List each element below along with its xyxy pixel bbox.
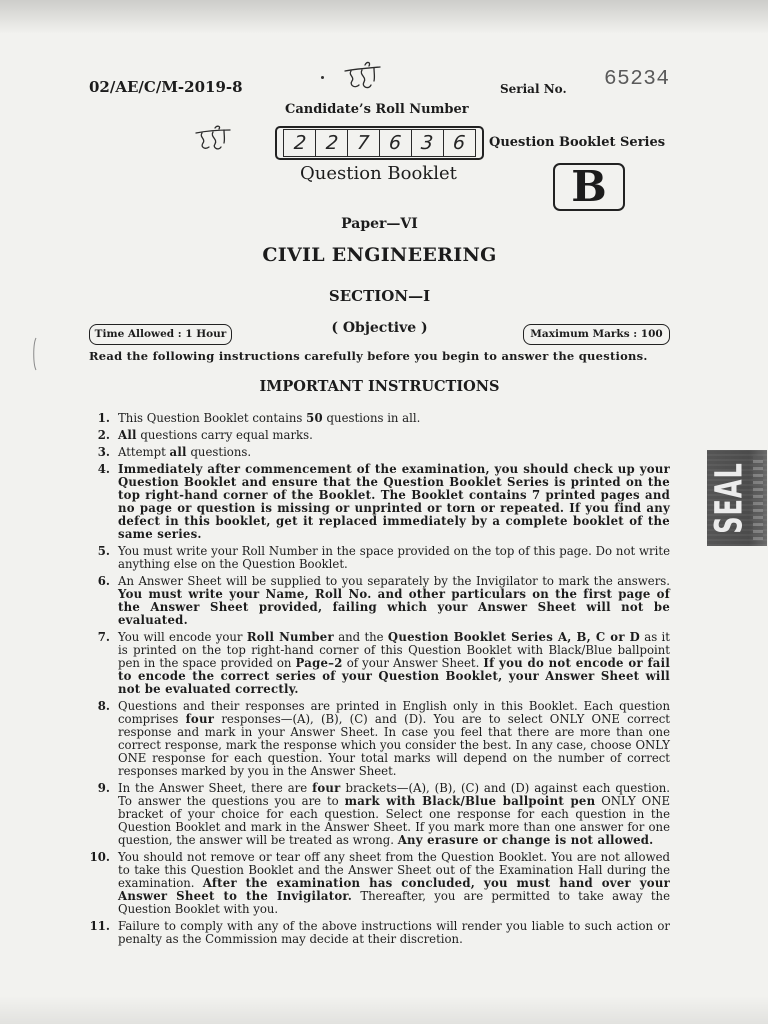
seal-stamp: [707, 450, 767, 546]
subject-title: CIVIL ENGINEERING: [262, 244, 497, 266]
instruction-item: [82, 631, 670, 696]
emphasis-text: All: [118, 428, 137, 442]
scan-shadow-top: [0, 0, 768, 34]
text-run: In the Answer Sheet, there are: [118, 781, 313, 795]
instruction-item: [82, 575, 670, 627]
roll-digit-box: [443, 129, 476, 157]
ink-dot: [321, 76, 324, 79]
maximum-marks-box: [523, 324, 670, 345]
text-run: Thereafter, you are permitted to take away the Question Booklet with you.: [118, 889, 671, 916]
instruction-item: [82, 920, 670, 946]
roll-digit: 6: [452, 131, 467, 154]
roll-digit: 6: [388, 131, 403, 154]
section-title: SECTION—I: [328, 287, 431, 305]
emphasis-text: Question Booklet Series A, B, C or D: [387, 630, 641, 644]
text-run: You will encode your: [118, 630, 247, 644]
text-run: questions carry equal marks.: [136, 428, 313, 442]
instruction-item: [82, 463, 670, 541]
roll-digit: 7: [356, 131, 371, 154]
text-run: You should not remove or tear off any sheet from the Question Booklet. You are not allowed to take this Question Booklet and the Answer Sheet out of the Examination Hall during the examination.: [118, 850, 670, 890]
emphasis-text: 50: [306, 411, 323, 425]
series-letter: B: [571, 162, 607, 211]
text-run: questions.: [186, 445, 252, 459]
text-run: of your Answer Sheet.: [342, 656, 484, 670]
text-run: Attempt: [118, 445, 170, 459]
text-run: questions in all.: [322, 411, 421, 425]
series-letter-box: [553, 163, 625, 211]
instruction-item: [82, 851, 670, 916]
instruction-item: [82, 782, 670, 847]
roll-number-label: Candidate’s Roll Number: [285, 102, 469, 117]
text-run: Questions and their responses are printed in English only in this Booklet. Each question comprises: [118, 699, 670, 726]
emphasis-text: You must write your Name, Roll No. and other particulars on the first page of the Answer Sheet provided, failing which your Answer Sheet will not be evaluated.: [118, 587, 670, 627]
handwritten-initials-top: [340, 60, 384, 96]
instruction-text: [118, 463, 670, 541]
instruction-item: [82, 429, 670, 442]
section-type: ( Objective ): [331, 320, 428, 336]
instruction-number: 9.: [97, 781, 110, 795]
instruction-number: 6.: [97, 574, 110, 588]
seal-text: SEAL: [707, 462, 751, 534]
emphasis-text: Page–2: [295, 656, 343, 670]
instruction-number: 10.: [89, 850, 110, 864]
emphasis-text: Roll Number: [246, 630, 334, 644]
text-run: An Answer Sheet will be supplied to you separately by the Invigilator to mark the answers.: [118, 574, 670, 588]
booklet-title: Question Booklet: [300, 163, 457, 184]
emphasis-text: Any erasure or change is not allowed.: [397, 833, 654, 847]
emphasis-text: four: [185, 712, 215, 726]
instruction-text: [118, 631, 670, 696]
handwritten-initials-left: [192, 124, 234, 156]
instruction-item: [82, 446, 670, 459]
serial-label: Serial No.: [500, 82, 567, 96]
time-allowed: Time Allowed : 1 Hour: [94, 328, 227, 341]
instruction-text: [118, 700, 670, 778]
instruction-text: [118, 412, 670, 425]
text-run: This Question Booklet contains: [118, 411, 307, 425]
instruction-number: 2.: [97, 428, 110, 442]
text-run: brackets—(A), (B), (C) and (D) against each question. To answer the questions you are to: [118, 781, 670, 808]
emphasis-text: After the examination has concluded, you must hand over your Answer Sheet to the Invigilator.: [118, 876, 670, 903]
instruction-number: 11.: [89, 919, 110, 933]
time-allowed-box: [89, 324, 232, 345]
roll-digit-box: [315, 129, 348, 157]
serial-number: 65234: [604, 68, 670, 91]
text-run: responses—(A), (B), (C) and (D). You are to select ONLY ONE correct response and mark in your Answer Sheet. In case you feel that there are more than one correct response, mark the response which you consider the best. In any case, choose ONLY ONE response for each question. Your total marks will depend on the number of correct responses marked by you in the Answer Sheet.: [118, 712, 670, 778]
seal-text-area: [707, 450, 751, 546]
emphasis-text: If you do not encode or fail to encode the correct series of your Question Booklet, your Answer Sheet will not be evaluated correctly.: [118, 656, 671, 696]
instruction-text: [118, 446, 670, 459]
instruction-text: [118, 920, 670, 946]
roll-digit: 2: [324, 131, 339, 154]
instruction-number: 1.: [97, 411, 110, 425]
instruction-number: 3.: [97, 445, 110, 459]
roll-digit-box: [283, 129, 316, 157]
text-run: and the: [333, 630, 388, 644]
roll-digit: 2: [292, 131, 307, 154]
paper-number: Paper—VI: [341, 216, 418, 232]
instructions-heading: IMPORTANT INSTRUCTIONS: [259, 378, 500, 395]
roll-number-boxes: [275, 126, 484, 160]
instruction-item: [82, 700, 670, 778]
instruction-item: [82, 545, 670, 571]
text-run: Failure to comply with any of the above instructions will render you liable to such action or penalty as the Commission may decide at their discretion.: [118, 919, 670, 946]
instruction-text: [118, 575, 670, 627]
instruction-number: 4.: [97, 462, 110, 476]
emphasis-text: mark with Black/Blue ballpoint pen: [344, 794, 596, 808]
instruction-text: [118, 545, 670, 571]
instructions-list: [82, 412, 670, 950]
instruction-number: 7.: [97, 630, 110, 644]
instruction-text: [118, 851, 670, 916]
instruction-item: [82, 412, 670, 425]
text-run: as it is printed on the top right-hand corner of this Question Booklet with Black/Blue ballpoint pen in the space provided on: [118, 630, 670, 670]
emphasis-text: four: [312, 781, 341, 795]
margin-mark: [30, 336, 38, 372]
seal-band: [753, 456, 763, 540]
instruction-number: 5.: [97, 544, 110, 558]
paper-code: 02/AE/C/M-2019-8: [89, 78, 243, 96]
text-run: You must write your Roll Number in the space provided on the top of this page. Do not write anything else on the Question Booklet.: [118, 544, 670, 571]
instruction-number: 8.: [97, 699, 110, 713]
instruction-text: [118, 782, 670, 847]
scan-shadow-bottom: [0, 996, 768, 1024]
roll-digit-box: [411, 129, 444, 157]
roll-digit-box: [347, 129, 380, 157]
roll-digit: 3: [420, 131, 435, 154]
read-instructions-notice: Read the following instructions carefully before you begin to answer the questions.: [89, 349, 648, 363]
booklet-series-label: Question Booklet Series: [489, 135, 666, 150]
maximum-marks: Maximum Marks : 100: [530, 328, 663, 341]
emphasis-text: Immediately after commencement of the examination, you should check up your Question Booklet and ensure that the Question Booklet Series is printed on the top right-hand corner of the Booklet. The Booklet contains 7 printed pages and no page or question is missing or unprinted or torn or repeated. If you find any defect in this booklet, get it replaced immediately by a complete booklet of the same series.: [118, 462, 670, 541]
roll-digit-box: [379, 129, 412, 157]
text-run: ONLY ONE bracket of your choice for each question. Select one response for each question in the Question Booklet and mark in the Answer Sheet. If you mark more than one answer for one question, the answer will be treated as wrong.: [118, 794, 670, 847]
instruction-text: [118, 429, 670, 442]
emphasis-text: all: [169, 445, 187, 459]
